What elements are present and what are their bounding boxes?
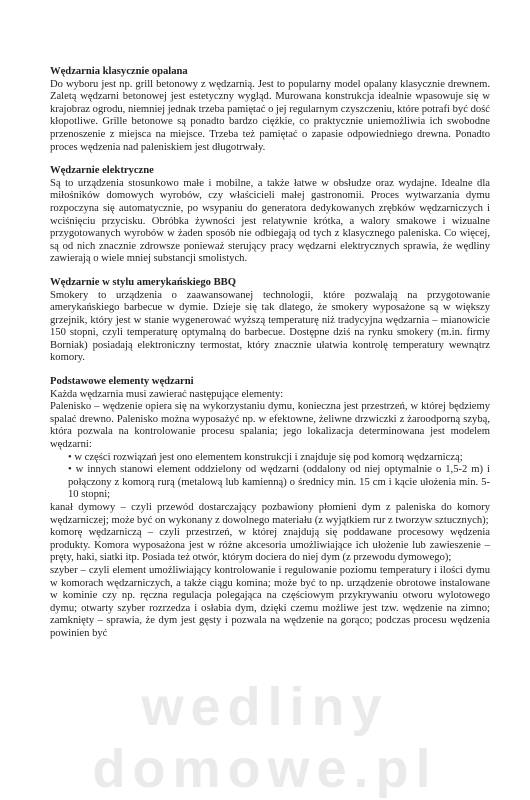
list-item-text: szyber – czyli element umożliwiający kontrolowanie i regulowanie poziomu temperatury i ilości dymu w komorach wędzarniczych, a także ciągu komina; może być to np. urządzenie obrotowe instalowane w kominie czy np. ręczna regulacja polegająca na częściowym przykrywaniu otworu wylotowego dymu; otwarty szyber rozrzedza i osłabia dym, dzięki czemu możliwe jest tzw. wędzenie na zimno; zamknięty – sprawia, że dym jest gęsty i pozwala na wędzenie na gorąco; podczas procesu wędzenia powinien być [50, 564, 490, 639]
list-item-text: kanał dymowy – czyli przewód dostarczający pozbawiony płomieni dym z paleniska do komory wędzarniczej; może być on wykonany z dowolnego materiału (z wyjątkiem rur z tworzyw sztucznych); [50, 502, 490, 526]
list-item-text: komorę wędzarniczą – czyli przestrzeń, w której znajdują się poddawane procesowy wędzenia produkty. Komora wyposażona jest w różne akcesoria umożliwiające ich ułożenie lub zawieszenie – pręty, haki, siatki itp. Posiada też otwór, którym dociera do niej dym (z przewodu dymowego); [50, 527, 490, 564]
list-item [50, 401, 490, 502]
section-title: Wędzarnie elektryczne [50, 165, 154, 177]
section-title: Podstawowe elementy wędzarni [50, 376, 194, 388]
watermark: wedliny domowe.pl [92, 677, 438, 799]
document-page [50, 66, 490, 641]
list-bullet: • w innych stanowi element oddzielony od wędzarni (oddalony od niej optymalnie o 1,5-2 m) i połączony z komorą rurą (metalową lub kamienną) o średnicy min. 15 cm i kącie ułożenia min. 5-10 stopni; [68, 464, 490, 501]
list-item-text: Palenisko – wędzenie opiera się na wykorzystaniu dymu, konieczna jest przestrzeń, w której będziemy spalać drewno. Palenisko można wyposażyć np. w efektowne, żeliwne drzwiczki z żaroodporną szybą, która pozwala na kontrolowanie procesu spalania; jego lokalizacja determinowana jest modelem wędzarni: [50, 401, 490, 451]
section-paragraph: Smokery to urządzenia o zaawansowanej technologii, które pozwalają na przygotowanie amerykańskiego barbecue w dymie. Dzieje się tak dlatego, że smokery wyposażone są w większy grzejnik, który jest w stanie wygenerować wyższą temperaturę niż tradycyjna wędzarnia – mianowicie 150 stopni, czyli temperaturę optymalną do barbecue. Dostępne dziś na rynku smokery (m.in. firmy Borniak) posiadają elektroniczny termostat, który znacznie ułatwia kontrolę temperatury wewnątrz komory. [50, 289, 490, 364]
section-paragraph: Do wyboru jest np. grill betonowy z wędzarnią. Jest to popularny model opalany klasycznie drewnem. Zaletą wędzarni betonowej jest estetyczny wygląd. Murowana konstrukcja idealnie wpasowuje się w krajobraz ogrodu, niemniej jednak trzeba pamiętać o jej regularnym czyszczeniu, które potrafi być dość kłopotliwe. Grille betonowe są ponadto bardzo ciężkie, co praktycznie uniemożliwia ich swobodne przenoszenie z miejsca na miejsce. Trzeba też pamiętać o zapasie odpowiedniego drewna. Ponadto proces wędzenia nad paleniskiem jest długotrwały. [50, 78, 490, 153]
section-title: Wędzarnia klasycznie opalana [50, 66, 188, 77]
section-title: Wędzarnie w stylu amerykańskiego BBQ [50, 276, 236, 288]
list-bullet: • w części rozwiązań jest ono elementem konstrukcji i znajduje się pod komorą wędzarniczą; [68, 451, 463, 463]
section-intro: Każda wędzarnia musi zawierać następujące elementy: [50, 388, 284, 400]
section-paragraph: Są to urządzenia stosunkowo małe i mobilne, a także łatwe w obsłudze oraz wydajne. Idealne dla miłośników domowych wyrobów, czy właścicieli małej gastronomii. Proces wytwarzania dymu rozpoczyna się automatycznie, po wsypaniu do generatora dedykowanych zrębków wędzarniczych i wciśnięciu przycisku. Obróbka żywności jest relatywnie krótka, a walory smakowe i wizualne przygotowanych wyrobów w żaden sposób nie odbiegają od tych z klasycznego paleniska. Co więcej, są od nich znacznie zdrowsze ponieważ sterujący pracy wędzarni elektrycznych sprawia, że wędliny zawierają o wiele mniej substancji smolistych. [50, 177, 490, 265]
